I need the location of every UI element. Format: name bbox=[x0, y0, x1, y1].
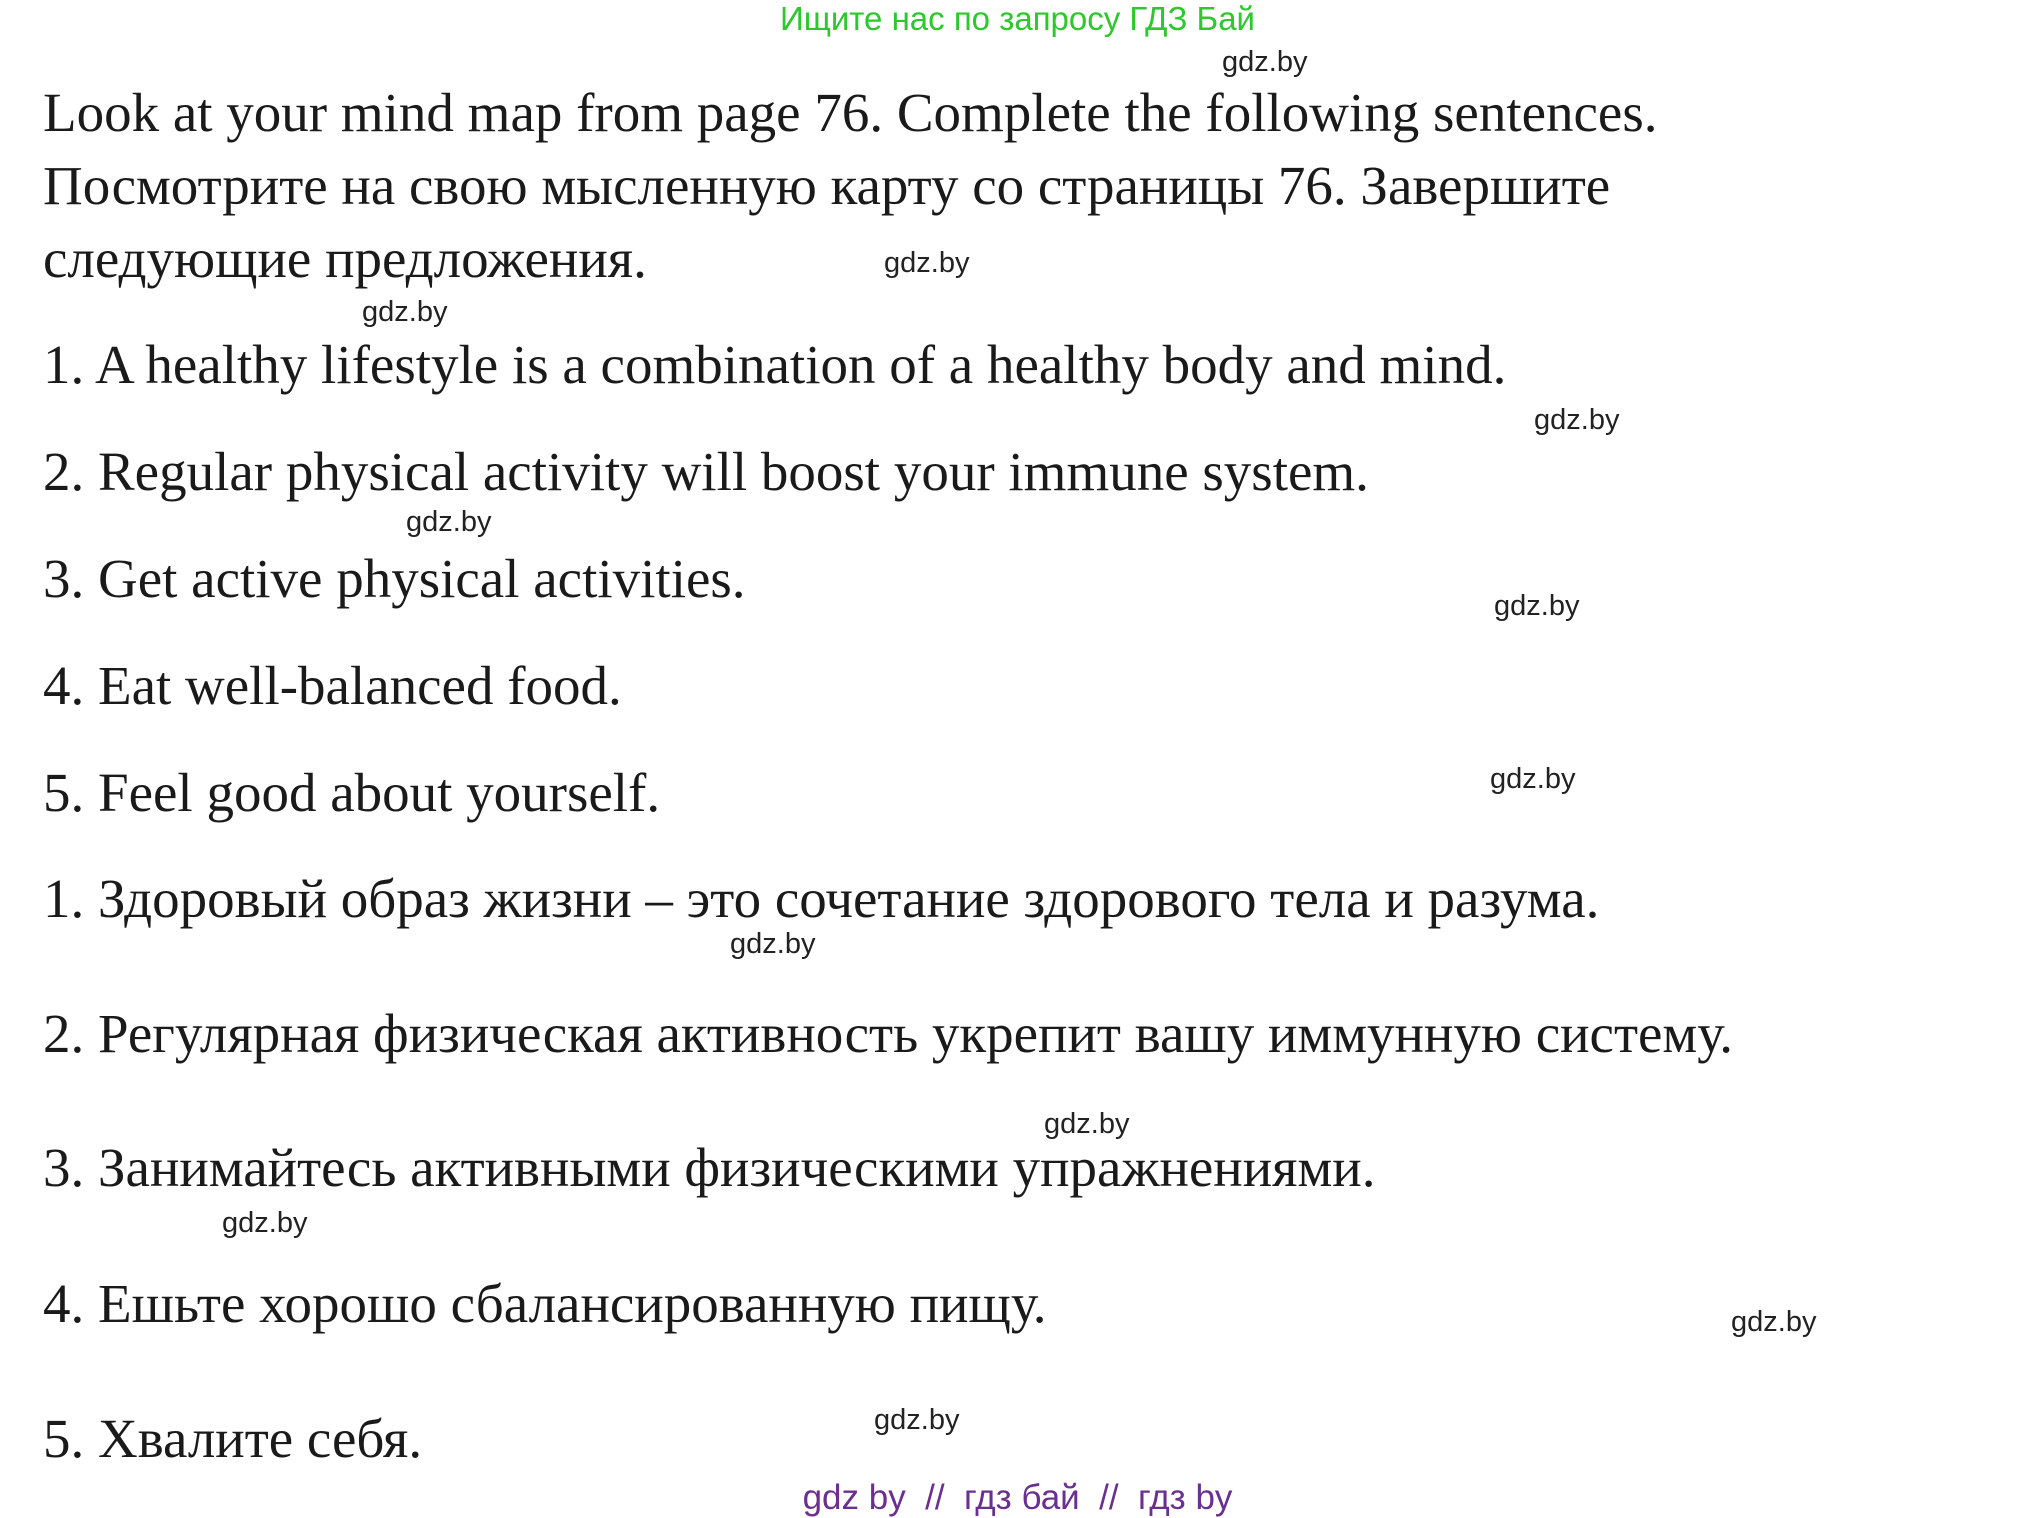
answer-ru-5: 5. Хвалите себя. bbox=[43, 1408, 423, 1469]
answer-ru-2: 2. Регулярная физическая активность укрепит вашу иммунную систему. bbox=[43, 1003, 1733, 1064]
answer-en-3: 3. Get active physical activities. bbox=[43, 548, 746, 609]
instruction-russian-line-1: Посмотрите на свою мысленную карту со страницы 76. Завершите bbox=[43, 155, 1611, 216]
footer-watermark: gdz by // гдз бай // гдз by bbox=[802, 1478, 1233, 1517]
watermark: gdz.by bbox=[1222, 46, 1308, 78]
watermark: gdz.by bbox=[874, 1404, 960, 1436]
watermark: gdz.by bbox=[1534, 404, 1620, 436]
answer-en-2: 2. Regular physical activity will boost your immune system. bbox=[43, 441, 1369, 502]
search-banner: Ищите нас по запросу ГДЗ Бай bbox=[780, 0, 1255, 37]
watermark: gdz.by bbox=[730, 928, 816, 960]
watermark: gdz.by bbox=[884, 247, 970, 279]
instruction-english: Look at your mind map from page 76. Complete the following sentences. bbox=[43, 82, 1658, 143]
answer-ru-3: 3. Занимайтесь активными физическими упражнениями. bbox=[43, 1137, 1376, 1198]
watermark: gdz.by bbox=[222, 1207, 308, 1239]
watermark: gdz.by bbox=[362, 296, 448, 328]
answer-ru-1: 1. Здоровый образ жизни – это сочетание здорового тела и разума. bbox=[43, 868, 1600, 929]
watermark: gdz.by bbox=[1044, 1108, 1130, 1140]
instruction-russian-line-2: следующие предложения. bbox=[43, 228, 647, 289]
answer-en-1: 1. A healthy lifestyle is a combination of a healthy body and mind. bbox=[43, 334, 1507, 395]
watermark: gdz.by bbox=[1731, 1306, 1817, 1338]
answer-ru-4: 4. Ешьте хорошо сбалансированную пищу. bbox=[43, 1273, 1047, 1334]
answer-en-5: 5. Feel good about yourself. bbox=[43, 762, 661, 823]
answer-en-4: 4. Eat well-balanced food. bbox=[43, 655, 622, 716]
watermark: gdz.by bbox=[1490, 763, 1576, 795]
watermark: gdz.by bbox=[1494, 590, 1580, 622]
watermark: gdz.by bbox=[406, 506, 492, 538]
